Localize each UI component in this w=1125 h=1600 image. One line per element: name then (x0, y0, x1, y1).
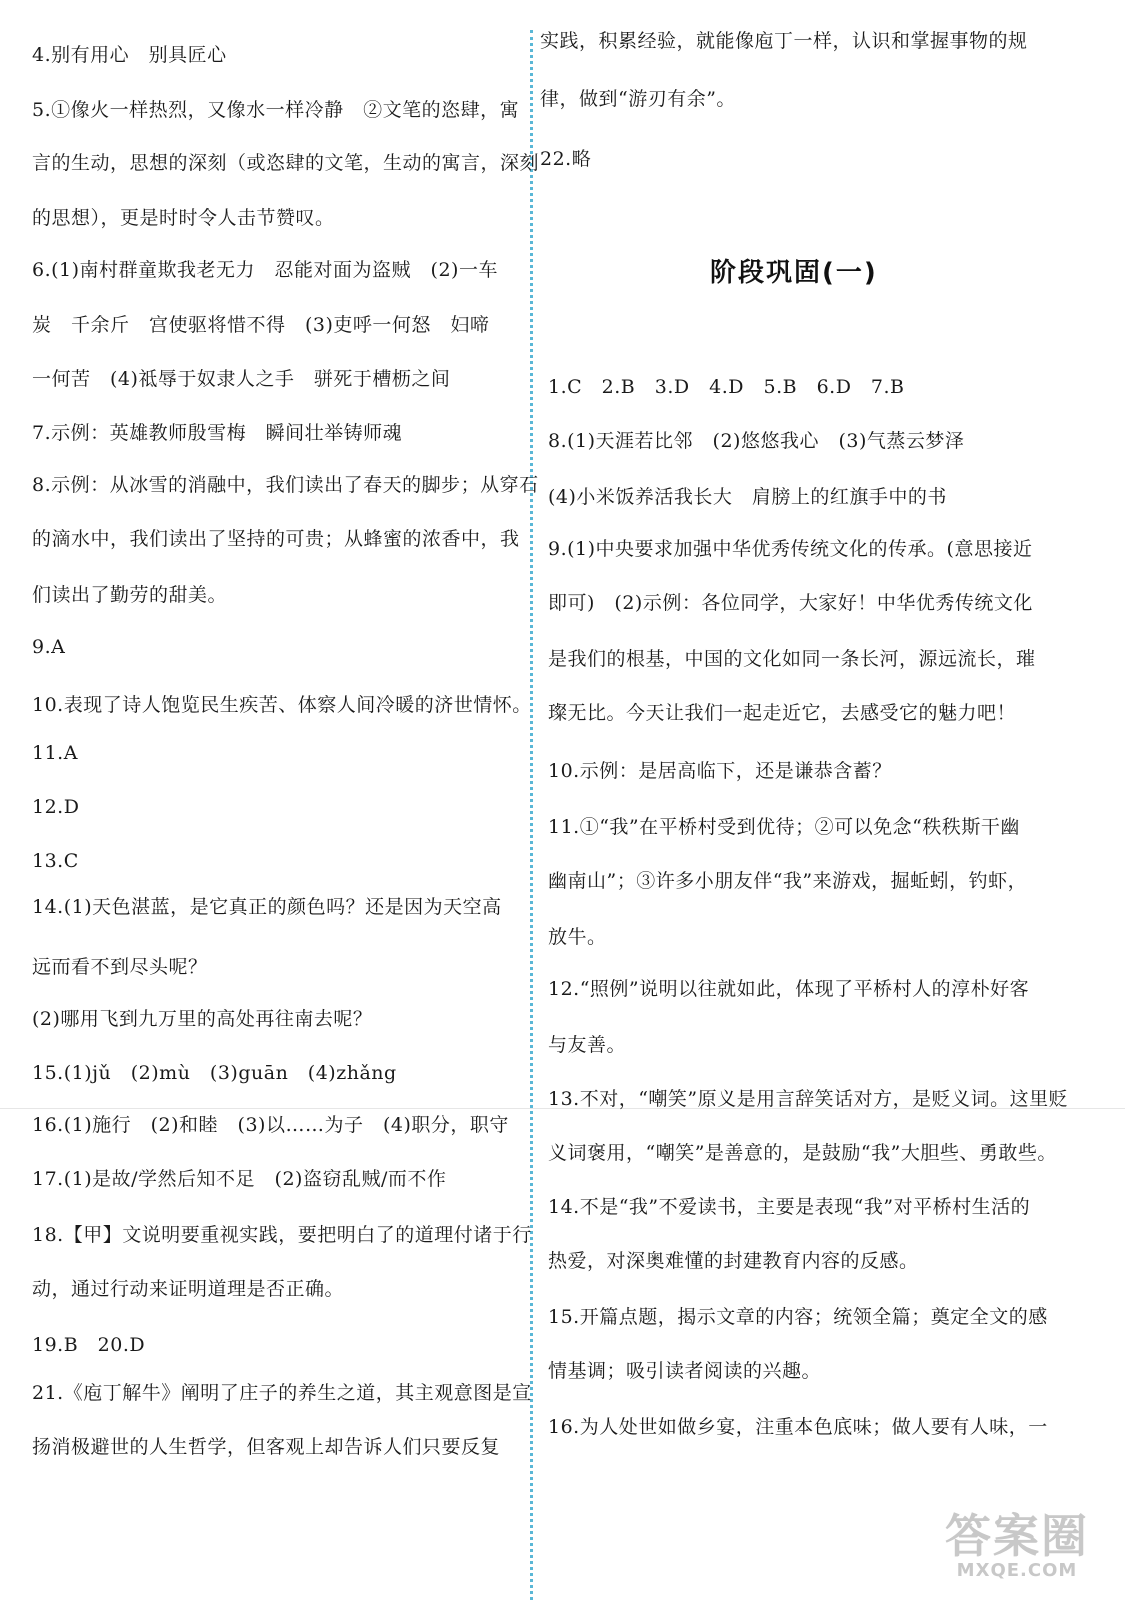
answer-line: 即可) (2)示例：各位同学，大家好！中华优秀传统文化 (548, 592, 1033, 614)
answer-line: 14.(1)天色湛蓝，是它真正的颜色吗？还是因为天空高 (32, 896, 502, 918)
answer-line: 17.(1)是故/学然后知不足 (2)盗窃乱贼/而不作 (32, 1168, 447, 1190)
answer-line: 与友善。 (548, 1034, 627, 1056)
column-divider (530, 30, 533, 1600)
answer-line: 的思想），更是时时令人击节赞叹。 (32, 207, 335, 229)
answer-line: 12.D (32, 796, 80, 818)
answer-line: 实践，积累经验，就能像庖丁一样，认识和掌握事物的规 (540, 30, 1028, 52)
answer-line: 们读出了勤劳的甜美。 (32, 584, 228, 606)
answer-line: 幽南山”；③许多小朋友伴“我”来游戏，掘蚯蚓，钓虾， (548, 870, 1028, 892)
answer-line: 15.开篇点题，揭示文章的内容；统领全篇；奠定全文的感 (548, 1306, 1048, 1328)
answer-line: 8.(1)天涯若比邻 (2)悠悠我心 (3)气蒸云梦泽 (548, 430, 965, 452)
answer-line: 炭 千余斤 宫使驱将惜不得 (3)吏呼一何怒 妇啼 (32, 314, 490, 336)
answer-line: 情基调；吸引读者阅读的兴趣。 (548, 1360, 822, 1382)
answer-line: 言的生动，思想的深刻（或恣肆的文笔，生动的寓言，深刻 (32, 152, 540, 174)
answer-line: 18.【甲】文说明要重视实践，要把明白了的道理付诸于行 (32, 1224, 532, 1246)
answer-line: 璨无比。今天让我们一起走近它，去感受它的魅力吧！ (548, 702, 1017, 724)
answer-line: 13.不对，“嘲笑”原义是用言辞笑话对方，是贬义词。这里贬 (548, 1088, 1069, 1110)
answer-line: 是我们的根基，中国的文化如同一条长河，源远流长，璀 (548, 648, 1036, 670)
answer-line: 律，做到“游刃有余”。 (540, 88, 736, 110)
answer-line: 热爱，对深奥难懂的封建教育内容的反感。 (548, 1250, 919, 1272)
answer-line: (4)小米饭养活我长大 肩膀上的红旗手中的书 (548, 486, 947, 508)
answer-line: 11.①“我”在平桥村受到优待；②可以免念“秩秩斯干幽 (548, 816, 1020, 838)
answer-line: 15.(1)jǔ (2)mù (3)guān (4)zhǎng (32, 1062, 397, 1084)
answer-line: 放牛。 (548, 926, 607, 948)
answer-line: 22.略 (540, 148, 592, 170)
answer-line: 5.①像火一样热烈，又像水一样冷静 ②文笔的恣肆，寓 (32, 99, 520, 121)
watermark-logo-text: 答案圈 (945, 1509, 1089, 1563)
answer-line: 21.《庖丁解牛》阐明了庄子的养生之道，其主观意图是宣 (32, 1382, 532, 1404)
answer-line: 8.示例：从冰雪的消融中，我们读出了春天的脚步；从穿石 (32, 474, 539, 496)
answer-line: 9.A (32, 636, 66, 658)
answer-line: 1.C 2.B 3.D 4.D 5.B 6.D 7.B (548, 376, 905, 398)
section-heading: 阶段巩固(一) (710, 258, 878, 288)
answer-line: 9.(1)中央要求加强中华优秀传统文化的传承。(意思接近 (548, 538, 1033, 560)
answer-line: 10.示例：是居高临下，还是谦恭含蓄？ (548, 760, 892, 782)
answer-line: 6.(1)南村群童欺我老无力 忍能对面为盗贼 (2)一车 (32, 259, 498, 281)
watermark-logo (927, 1509, 1107, 1592)
answer-line: 14.不是“我”不爱读书，主要是表现“我”对平桥村生活的 (548, 1196, 1031, 1218)
answer-line: 义词褒用，“嘲笑”是善意的，是鼓励“我”大胆些、勇敢些。 (548, 1142, 1057, 1164)
answer-line: (2)哪用飞到九万里的高处再往南去呢？ (32, 1008, 373, 1030)
answer-line: 4.别有用心 别具匠心 (32, 44, 227, 66)
answer-line: 扬消极避世的人生哲学，但客观上却告诉人们只要反复 (32, 1436, 501, 1458)
answer-line: 一何苦 (4)祗辱于奴隶人之手 骈死于槽枥之间 (32, 368, 451, 390)
answer-line: 16.为人处世如做乡宴，注重本色底味；做人要有人味，一 (548, 1416, 1048, 1438)
answer-line: 11.A (32, 742, 78, 764)
answer-line: 10.表现了诗人饱览民生疾苦、体察人间冷暖的济世情怀。 (32, 694, 532, 716)
answer-line: 的滴水中，我们读出了坚持的可贵；从蜂蜜的浓香中，我 (32, 528, 520, 550)
answer-line: 12.“照例”说明以往就如此，体现了平桥村人的淳朴好客 (548, 978, 1030, 1000)
answer-line: 19.B 20.D (32, 1334, 146, 1356)
watermark-url: MXQE.COM (956, 1560, 1078, 1581)
answer-line: 16.(1)施行 (2)和睦 (3)以……为子 (4)职分，职守 (32, 1114, 509, 1136)
answer-line: 7.示例：英雄教师殷雪梅 瞬间壮举铸师魂 (32, 422, 403, 444)
answer-line: 远而看不到尽头呢？ (32, 956, 208, 978)
answer-line: 13.C (32, 850, 79, 872)
answer-line: 动，通过行动来证明道理是否正确。 (32, 1278, 345, 1300)
